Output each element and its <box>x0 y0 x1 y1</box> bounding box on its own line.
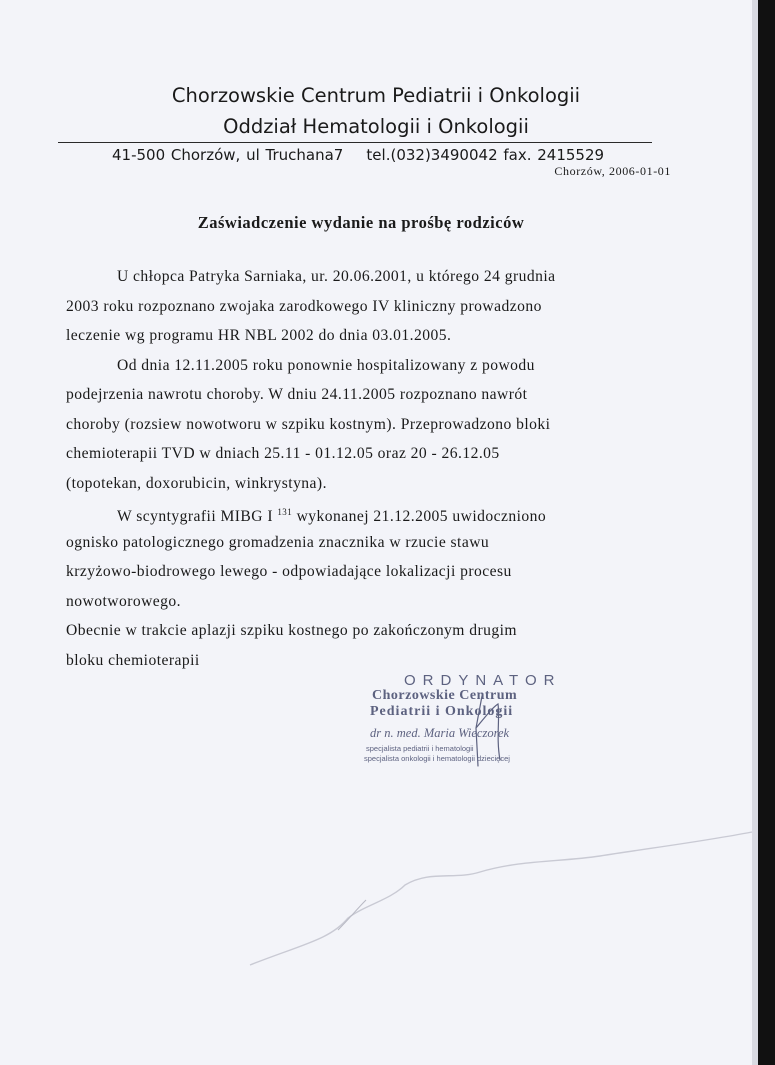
body-line: nowotworowego. <box>66 592 182 610</box>
body-line: Obecnie w trakcie aplazji szpiku kostnego po zakończonym drugim <box>66 622 517 639</box>
body-line: 2003 roku rozpoznano zwojaka zarodkowego IV kliniczny prowadzono <box>66 297 542 315</box>
department-name: Oddział Hematologii i Onkologii <box>223 115 529 138</box>
body-line: krzyżowo-biodrowego lewego - odpowiadające lokalizacji procesu <box>66 563 512 580</box>
address: 41-500 Chorzów, ul Truchana7 <box>112 146 344 164</box>
body-line: U chłopca Patryka Sarniaka, ur. 20.06.2001, u którego 24 grudnia <box>117 268 556 285</box>
body-line: bloku chemioterapii <box>66 651 200 669</box>
body-line: chemioterapii TVD w dniach 25.11 - 01.12.05 oraz 20 - 26.12.05 <box>66 445 500 462</box>
stamp-line: specjalista pediatrii i hematologii <box>366 744 474 753</box>
body-line: leczenie wg programu HR NBL 2002 do dnia 03.01.2005. <box>66 327 452 344</box>
body-line: Od dnia 12.11.2005 roku ponownie hospitalizowany z powodu <box>117 356 535 374</box>
body-line: choroby (rozsiew nowotworu w szpiku kostnym). Przeprowadzono bloki <box>66 415 551 433</box>
stamp-line: Pediatrii i Onkologii <box>370 704 514 719</box>
document-subject: Zaświadczenie wydanie na prośbę rodziców <box>197 213 525 232</box>
phone-fax: tel.(032)3490042 fax. 2415529 <box>366 146 605 164</box>
body-line: ognisko patologicznego gromadzenia znacznika w rzucie stawu <box>66 533 490 551</box>
isotope-superscript: 131 <box>277 507 293 517</box>
stamp-line: dr n. med. Maria Wieczorek <box>370 726 510 740</box>
mibg-text: W scyntygrafii MIBG I <box>117 508 273 525</box>
stamp-line: specjalista onkologii i hematologii dziecięcej <box>364 754 510 763</box>
stamp-line: Chorzowskie Centrum <box>372 688 518 703</box>
body-line: podejrzenia nawrotu choroby. W dniu 24.11.2005 rozpoznano nawrót <box>66 386 528 403</box>
mibg-text-continued: wykonanej 21.12.2005 uwidoczniono <box>296 508 547 525</box>
body-line: (topotekan, doxorubicin, winkrystyna). <box>66 474 327 492</box>
stamp-title: ORDYNATOR <box>404 672 562 689</box>
place-date: Chorzów, 2006-01-01 <box>554 164 671 178</box>
institution-name: Chorzowskie Centrum Pediatrii i Onkologii <box>171 84 581 107</box>
